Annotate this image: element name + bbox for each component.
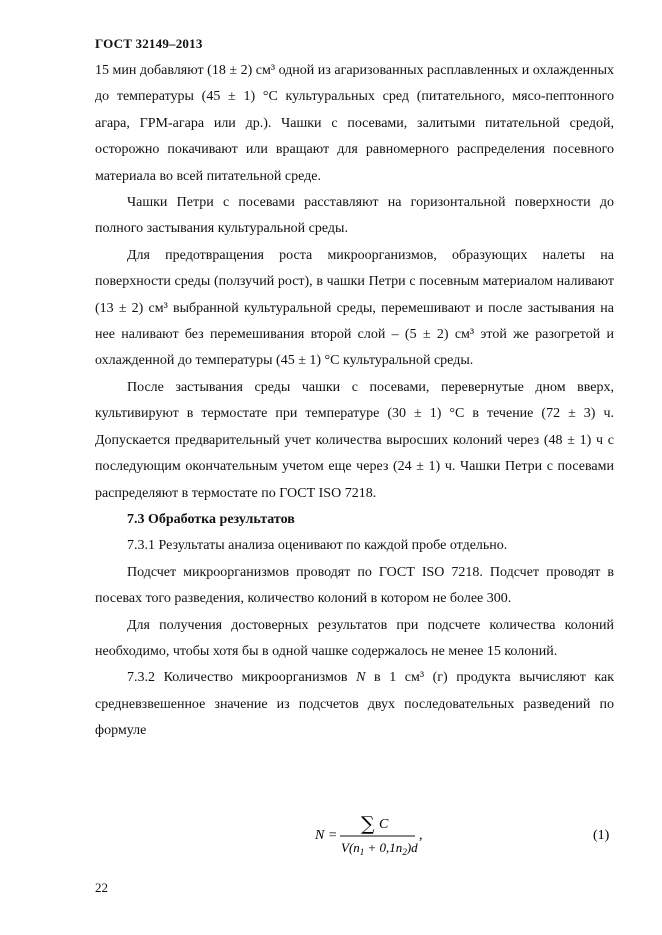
den-v: V(n: [341, 840, 360, 855]
paragraph-petri-placement: Чашки Петри с посевами расставляют на горизонтальной поверхности до полного застывания культуральной среды.: [95, 195, 614, 237]
section-heading-7-3: 7.3 Обработка результатов: [127, 511, 295, 527]
formula-block: [95, 806, 614, 866]
den-sub2: 2: [402, 847, 407, 857]
formula-denominator: [341, 840, 418, 857]
formula-svg: [95, 806, 614, 866]
paragraph-reliability: Для получения достоверных результатов при подсчете количества колоний необходимо, чтобы хотя бы в одной чашке содержалось не менее 15 колоний.: [95, 617, 614, 659]
formula-numerator: C: [379, 817, 389, 832]
paragraph-7-3-1: 7.3.1 Результаты анализа оценивают по каждой пробе отдельно.: [127, 538, 508, 554]
paragraph-incubation: После застывания среды чашки с посевами, перевернутые дном вверх, культивируют в термостате при температуре (30 ± 1) °С в течение (72 ± 3) ч. Допускается предварительный учет количества выросших колоний через (48 ± 1) ч с последующим окончательным учетом еще через (24 ± 1) ч. Чашки Петри с посевами распределяют в термостате по ГОСТ ISO 7218.: [95, 379, 614, 501]
variable-n: N: [356, 670, 366, 686]
paragraph-continuation: 15 мин добавляют (18 ± 2) см³ одной из агаризованных расплавленных и охлажденных до температуры (45 ± 1) °С культуральных сред (питательного, мясо-пептонного агара, ГРМ-агара или др.). Чашки с посевами, залитыми питательной средой, осторожно покачивают или вращают для равномерного распределения посевного материала во всей питательной среде.: [95, 63, 614, 184]
formula-comma: ,: [419, 828, 423, 843]
formula-sum-symbol: ∑: [361, 813, 375, 835]
document-header: ГОСТ 32149–2013: [95, 36, 203, 51]
paragraph-7-3-2-end: в 1 см³ (г) продукта вычисляют как средневзвешенное значение из подсчетов двух последовательных разведений по формуле: [95, 670, 615, 739]
page-number: 22: [95, 880, 108, 895]
body-text: [95, 58, 614, 745]
den-close: )d: [406, 840, 418, 855]
paragraph-7-3-2-start: 7.3.2 Количество микроорганизмов: [127, 670, 357, 686]
paragraph-7-3-2: [95, 665, 614, 744]
den-plus: + 0,1n: [364, 840, 403, 855]
formula-lhs: N =: [315, 828, 338, 843]
formula-number: (1): [593, 828, 610, 843]
den-sub1: 1: [359, 847, 365, 857]
paragraph-counting: Подсчет микроорганизмов проводят по ГОСТ ISO 7218. Подсчет проводят в посевах того разведения, количество колоний в котором не более 300.: [95, 564, 614, 607]
paragraph-creeping-growth: Для предотвращения роста микроорганизмов, образующих налеты на поверхности среды (ползучий рост), в чашки Петри с посевным материалом наливают (13 ± 2) см³ выбранной культуральной среды, перемешивают и после застывания на нее наливают без перемешивания второй слой – (5 ± 2) см³ этой же разогретой и охлажденной до температуры (45 ± 1) °С культуральной среды.: [95, 247, 614, 369]
